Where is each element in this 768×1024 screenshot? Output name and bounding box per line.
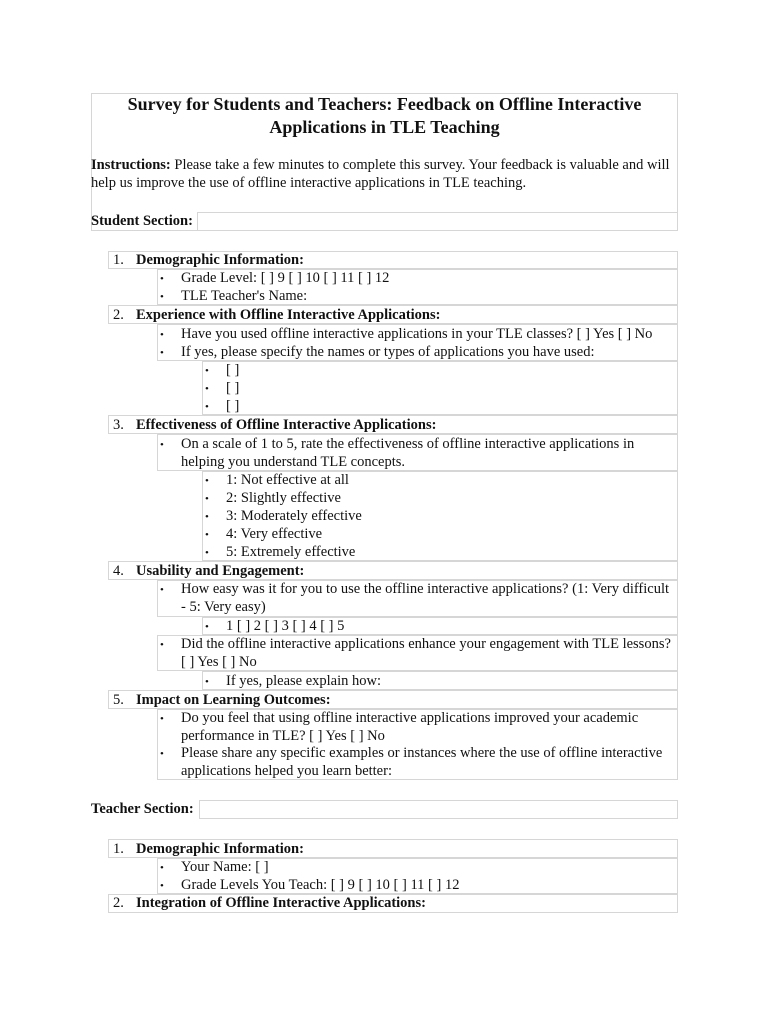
bullet-icon: • <box>160 880 164 892</box>
bullet-icon: • <box>205 621 209 633</box>
list-item: 5: Extremely effective <box>226 544 356 560</box>
item-number: 2. <box>113 895 124 911</box>
bullet-icon: • <box>160 713 164 725</box>
list-item: 2: Slightly effective <box>226 490 341 506</box>
bullet-icon: • <box>160 329 164 341</box>
list-item: Grade Level: [ ] 9 [ ] 10 [ ] 11 [ ] 12 <box>181 270 390 286</box>
list-item: TLE Teacher's Name: <box>181 288 308 304</box>
bullet-icon: • <box>205 547 209 559</box>
item-heading: Usability and Engagement: <box>136 563 305 579</box>
item-number: 3. <box>113 417 124 433</box>
list-item: [ ] <box>226 362 240 378</box>
student-heading-box <box>197 212 678 231</box>
instructions-text: Please take a few minutes to complete this survey. Your feedback is valuable and will help us improve the use of offline interactive applications in TLE teaching. <box>91 157 670 191</box>
teacher-section-heading: Teacher Section: <box>91 801 194 817</box>
bullet-icon: • <box>205 383 209 395</box>
item-number: 2. <box>113 307 124 323</box>
bullet-icon: • <box>160 347 164 359</box>
list-item: 4: Very effective <box>226 526 323 542</box>
item-heading: Experience with Offline Interactive Applications: <box>136 307 441 323</box>
list-item: [ ] <box>226 380 240 396</box>
list-item: Do you feel that using offline interactive applications improved your academic performance in TLE? [ ] Yes [ ] No <box>181 710 639 744</box>
bullet-icon: • <box>160 862 164 874</box>
instructions <box>91 156 677 192</box>
bullet-icon: • <box>160 439 164 451</box>
list-item: Please share any specific examples or instances where the use of offline interactive applications helped you learn better: <box>181 745 663 779</box>
teacher-heading-box <box>199 800 678 819</box>
item-number: 1. <box>113 841 124 857</box>
list-item: How easy was it for you to use the offline interactive applications? (1: Very difficult - 5: Very easy) <box>181 581 670 615</box>
item-heading: Impact on Learning Outcomes: <box>136 692 331 708</box>
item-number: 5. <box>113 692 124 708</box>
instructions-label: Instructions: <box>91 157 171 173</box>
bullet-icon: • <box>160 273 164 285</box>
item-number: 1. <box>113 252 124 268</box>
bullet-icon: • <box>205 529 209 541</box>
bullet-icon: • <box>205 511 209 523</box>
bullet-icon: • <box>160 748 164 760</box>
page-title: Survey for Students and Teachers: Feedback on Offline Interactive Applications in TLE Teaching <box>127 94 642 137</box>
bullet-icon: • <box>205 475 209 487</box>
list-item: [ ] <box>226 398 240 414</box>
box-s2-subbullets <box>202 361 678 415</box>
list-item: Grade Levels You Teach: [ ] 9 [ ] 10 [ ] 11 [ ] 12 <box>181 877 460 893</box>
bullet-icon: • <box>160 584 164 596</box>
student-section-heading: Student Section: <box>91 213 193 229</box>
list-item: If yes, please specify the names or types of applications you have used: <box>181 344 595 360</box>
list-item: On a scale of 1 to 5, rate the effectiveness of offline interactive applications in helping you understand TLE concepts. <box>181 436 635 470</box>
item-heading: Integration of Offline Interactive Applications: <box>136 895 426 911</box>
list-item: 3: Moderately effective <box>226 508 362 524</box>
list-item: 1: Not effective at all <box>226 472 349 488</box>
list-item: 1 [ ] 2 [ ] 3 [ ] 4 [ ] 5 <box>226 618 345 634</box>
list-item: Your Name: [ ] <box>181 859 269 875</box>
item-heading: Demographic Information: <box>136 841 304 857</box>
list-item: Did the offline interactive applications enhance your engagement with TLE lessons? [ ] Yes [ ] No <box>181 636 671 670</box>
item-heading: Effectiveness of Offline Interactive Applications: <box>136 417 437 433</box>
bullet-icon: • <box>205 365 209 377</box>
list-item: Have you used offline interactive applications in your TLE classes? [ ] Yes [ ] No <box>181 326 653 342</box>
bullet-icon: • <box>205 401 209 413</box>
item-number: 4. <box>113 563 124 579</box>
bullet-icon: • <box>205 676 209 688</box>
bullet-icon: • <box>160 639 164 651</box>
bullet-icon: • <box>160 291 164 303</box>
bullet-icon: • <box>205 493 209 505</box>
item-heading: Demographic Information: <box>136 252 304 268</box>
list-item: If yes, please explain how: <box>226 673 382 689</box>
